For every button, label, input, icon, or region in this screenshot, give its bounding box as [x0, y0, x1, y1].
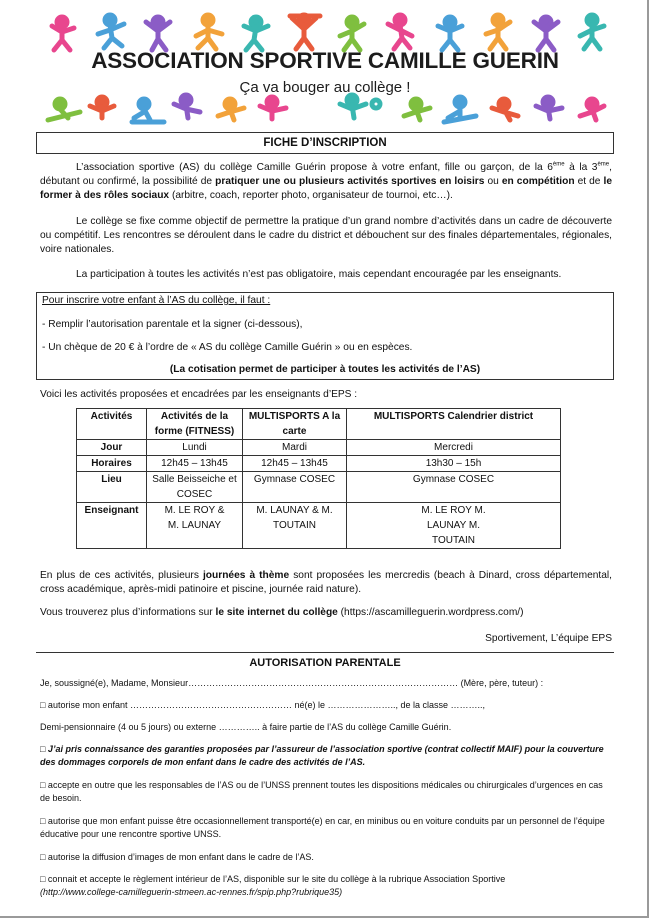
row-label: Enseignant — [77, 503, 147, 549]
auth-line-identity: Je, soussigné(e), Madame, Monsieur……………………………………………………………………………… (Mère, père, tuteur) : — [40, 678, 544, 688]
auth-line-insurance: □ J’ai pris connaissance des garanties proposées par l’assureur de l’association sportive (contrat collectif MAIF) pour la couverture des dommages corporels de mon enfant dans le cadre des activités de l’AS. — [40, 744, 604, 768]
inscription-heading: Pour inscrire votre enfant à l’AS du collège, il faut : — [42, 295, 271, 306]
table-cell: M. LAUNAY & M. TOUTAIN — [243, 503, 347, 549]
inscription-note: (La cotisation permet de participer à toutes les activités de l’AS) — [169, 364, 481, 375]
banner-title: ASSOCIATION SPORTIVE CAMILLE GUERIN — [91, 48, 559, 73]
table-row — [77, 440, 561, 456]
bottom-figures — [48, 95, 604, 122]
website-paragraph: Vous trouverez plus d’informations sur le site internet du collège (https://ascamilleguerin.wordpress.com/) — [40, 607, 524, 618]
table-cell: Mercredi — [347, 440, 561, 456]
table-row — [77, 503, 561, 549]
table-header-cell: MULTISPORTS Calendrier district — [347, 409, 561, 440]
table-row — [77, 472, 561, 503]
table-cell: 13h30 – 15h — [347, 456, 561, 472]
table-cell: 12h45 – 13h45 — [147, 456, 243, 472]
inscription-box — [36, 292, 614, 380]
table-cell: M. LE ROY & M. LAUNAY — [147, 503, 243, 549]
top-figures — [52, 15, 604, 50]
header-banner — [40, 8, 610, 126]
form-title: FICHE D’INSCRIPTION — [36, 132, 614, 154]
auth-line-transport: □ autorise que mon enfant puisse être occasionnellement transporté(e) en car, en minibus ou en voiture conduits par un personnel de l’équipe éducative pour une rencontre sportive UNSS. — [40, 816, 605, 840]
signature: Sportivement, L’équipe EPS — [485, 633, 612, 644]
activities-table — [76, 408, 561, 549]
row-label: Horaires — [77, 456, 147, 472]
activities-intro: Voici les activités proposées et encadrées par les enseignants d’EPS : — [40, 389, 358, 400]
auth-line-images: □ autorise la diffusion d’images de mon enfant dans le cadre de l’AS. — [40, 852, 314, 862]
inscription-item-2: - Un chèque de 20 € à l’ordre de « AS du collège Camille Guérin » ou en espèces. — [42, 342, 413, 353]
table-header-cell: MULTISPORTS A la carte — [243, 409, 347, 440]
rules-link[interactable]: (http://www.college-camilleguerin-stmeen.ac-rennes.fr/spip.php?rubrique35) — [40, 887, 343, 898]
theme-days-paragraph: En plus de ces activités, plusieurs journées à thème sont proposées les mercredis (beach à Dinard, cross départemental, cross académique, après-midi patinoire et piscine, journée raid nature). — [40, 570, 612, 595]
table-cell: Lundi — [147, 440, 243, 456]
table-header-cell: Activités — [77, 409, 147, 440]
auth-line-medical: □ accepte en outre que les responsables de l’AS ou de l’UNSS prennent toutes les dispositions médicales ou chirurgicales d’urgences en cas de besoin. — [40, 780, 603, 804]
intro-paragraph-1: L’association sportive (AS) du collège Camille Guérin propose à votre enfant, fille ou garçon, de la 6ème à la 3ème, débutant ou confirmé, la possibilité de pratiquer une ou plusieurs activités sportives en loisirs ou en compétition et de le former à des rôles sociaux (arbitre, coach, reporter photo, organisateur de tournoi, etc…). — [40, 161, 613, 201]
intro-paragraph-2: Le collège se fixe comme objectif de permettre la pratique d’un grand nombre d’activités dans un cadre de découverte ou compétitif. Les rencontres se déroulent dans le cadre du district et débouchent sur des finales départementales, régionales, voire nationales. — [40, 216, 612, 255]
auth-line-child: □ autorise mon enfant ……………………………………………… né(e) le ………………….., de la classe ……….., — [40, 700, 486, 710]
table-header-row — [77, 409, 561, 440]
intro-paragraph-3: La participation à toutes les activités n’est pas obligatoire, mais cependant encouragée par les enseignants. — [76, 269, 562, 280]
table-header-cell: Activités de la forme (FITNESS) — [147, 409, 243, 440]
table-cell: Gymnase COSEC — [347, 472, 561, 503]
table-cell: 12h45 – 13h45 — [243, 456, 347, 472]
auth-line-status: Demi-pensionnaire (4 ou 5 jours) ou externe ………….. à faire partie de l’AS du collège Camille Guérin. — [40, 722, 452, 732]
banner-subtitle: Ça va bouger au collège ! — [239, 79, 411, 96]
auth-line-rules: □ connait et accepte le règlement intérieur de l’AS, disponible sur le site du collège à la rubrique Association Sportive (http://www.college-camilleguerin-stmeen.ac-rennes.fr/spip.php?rubrique35) — [40, 873, 612, 899]
table-cell: Gymnase COSEC — [243, 472, 347, 503]
inscription-item-1: - Remplir l’autorisation parentale et la signer (ci-dessous), — [42, 319, 303, 330]
row-label: Jour — [77, 440, 147, 456]
authorization-title: AUTORISATION PARENTALE — [36, 652, 614, 671]
table-row — [77, 456, 561, 472]
table-cell: Salle Beisseiche et COSEC — [147, 472, 243, 503]
table-cell: M. LE ROY M. LAUNAY M. TOUTAIN — [347, 503, 561, 549]
table-cell: Mardi — [243, 440, 347, 456]
row-label: Lieu — [77, 472, 147, 503]
